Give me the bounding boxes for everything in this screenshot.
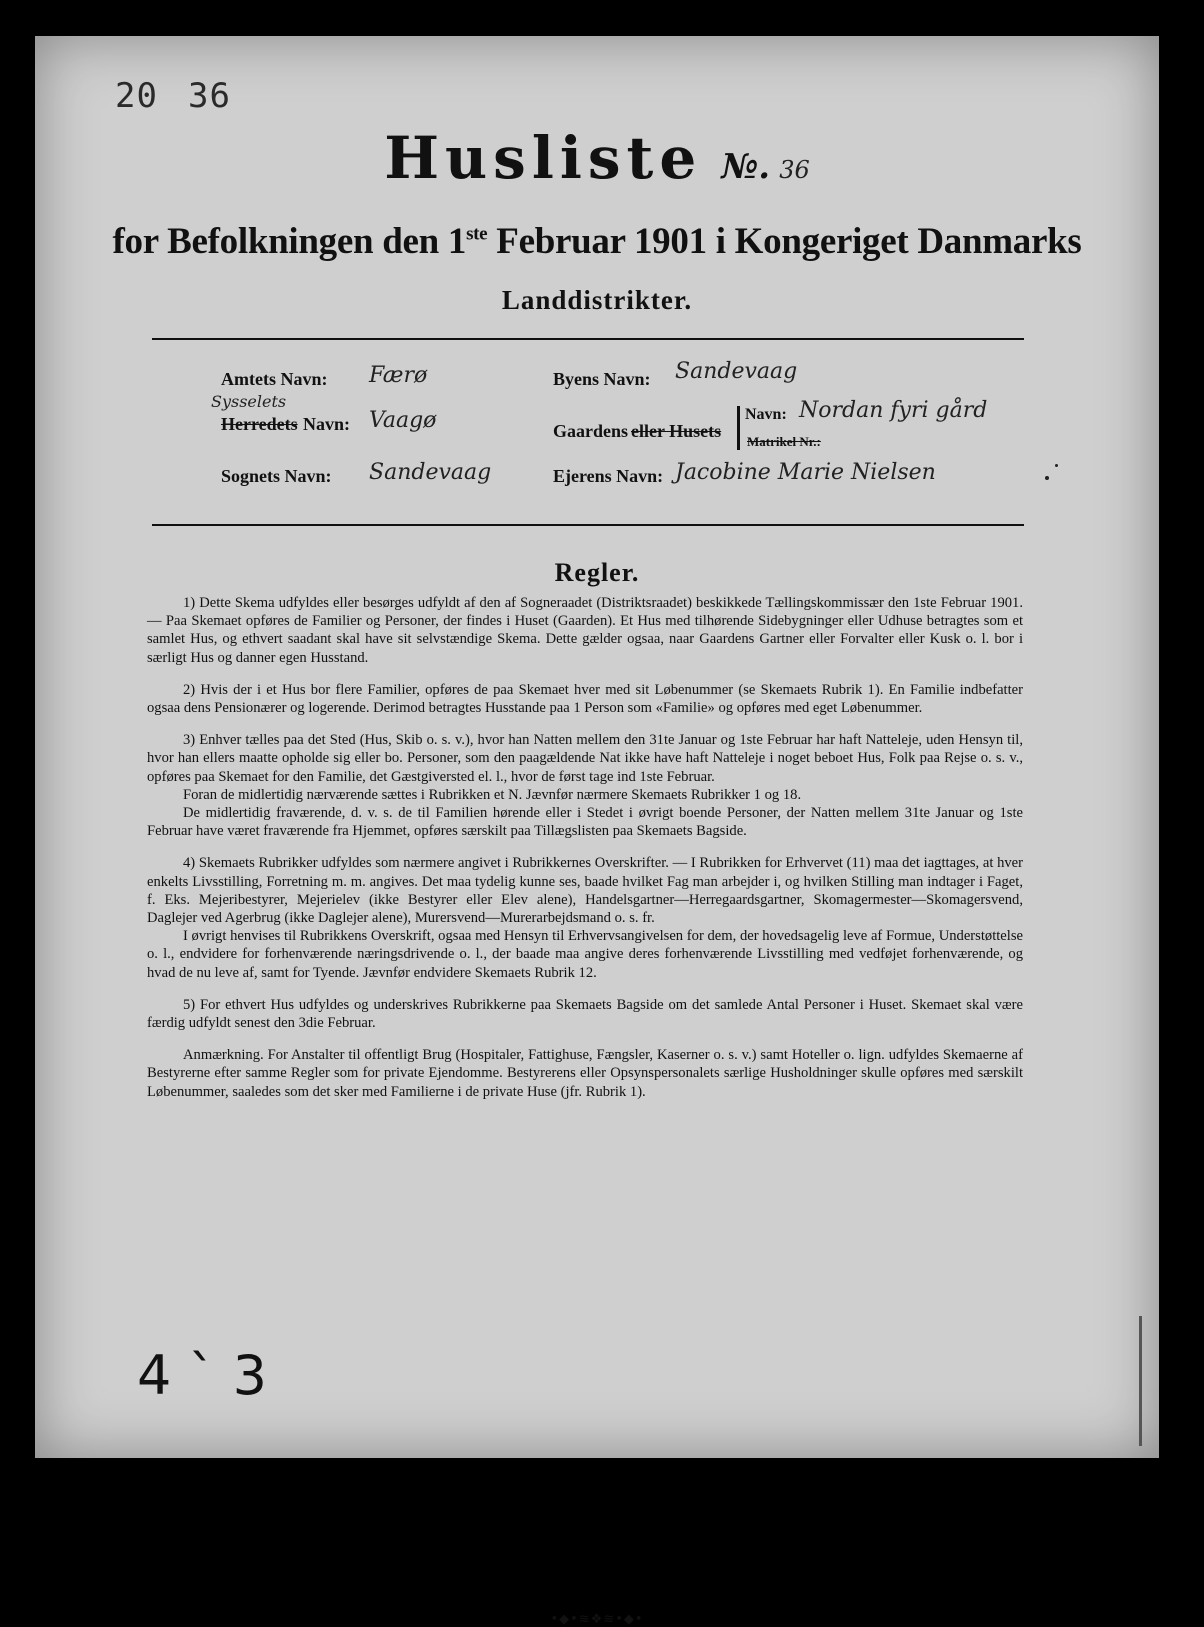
handwritten-bottom-note: 4 ` 3 <box>137 1344 268 1407</box>
rule-paragraph: 2) Hvis der i et Hus bor flere Familier, opføres de paa Skemaet hver med sit Løbenummer (se Skemaets Rubrik 1). En Familie indbefatter ogsaa dens Pensionærer og logerende. Derimod betragtes Husstande paa 1 Person som «Familie» og opføres med eget Løbenummer. <box>147 681 1023 717</box>
form-subtitle <box>35 220 1159 263</box>
ejer-label: Ejerens Navn: <box>553 466 664 486</box>
herred-value: Vaagø <box>369 408 437 433</box>
rule-paragraph: 1) Dette Skema udfyldes eller besørges udfyldt af den af Sogneraadet (Distriktsraadet) beskikkede Tællingskommissær den 1ste Februar 1901. — Paa Skemaet opføres de Familier og Personer, der findes i Huset (Gaarden). Et Hus med tilhørende Sidebygninger eller Udhuse betragtes som et samlet Hus, og ethvert saadant skal have sit selvstændige Skema. Dette gælder ogsaa, naar Gaardens Gartner eller Forvalter eller Kusk o. l. bor i særligt Hus og danner egen Husstand. <box>147 595 1023 666</box>
by-value: Sandevaag <box>675 359 798 384</box>
ornament: •◆•≋❖≋•◆• <box>550 1612 644 1627</box>
stamp-number-left: 20 <box>115 76 158 116</box>
ejer-value: Jacobine Marie Nielsen <box>675 460 936 485</box>
subtitle-pre: for Befolkningen den 1 <box>112 221 467 262</box>
by-label: Byens Navn: <box>553 369 651 389</box>
subtitle-sup: ste <box>466 223 488 245</box>
amt-label: Amtets Navn: <box>221 369 328 389</box>
stamp-number-right: 36 <box>188 76 231 116</box>
rules-body <box>147 594 1023 1115</box>
sogn-value: Sandevaag <box>369 460 492 485</box>
rules-heading: Regler. <box>554 558 640 587</box>
gaard-brace <box>737 406 740 450</box>
sogn-label: Sognets Navn: <box>221 466 332 486</box>
title-number-label: №. <box>721 147 771 187</box>
matrikel-struck-label: Matrikel Nr.: <box>747 434 821 449</box>
rule-paragraph: Foran de midlertidig nærværende sættes i Rubrikken et N. Jævnfør nærmere Skemaets Rubrikker 1 og 18. <box>183 786 802 803</box>
gaard-struck-label: eller Husets <box>631 421 722 441</box>
ink-speck <box>1045 476 1049 480</box>
edge-mark <box>1139 1316 1142 1446</box>
herred-label: Navn: <box>303 414 351 434</box>
rule-paragraph: De midlertidig fraværende, d. v. s. de til Familien hørende eller i Stedet i øvrigt boende Personer, der Natten mellem 31te Januar og 1ste Februar have været fraværende fra Hjemmet, opføres særskilt paa Tillægslisten paa Skemaets Bagside. <box>147 805 1023 840</box>
gaard-label: Gaardens <box>553 421 629 441</box>
census-form-page <box>35 36 1159 1627</box>
rule-paragraph: 3) Enhver tælles paa det Sted (Hus, Skib o. s. v.), hvor han Natten mellem den 31te Januar og 1ste Februar har haft Natteleje, uden Hensyn til, hvor han ellers maatte opholde sig eller bo. Personer, som den paagældende Nat ikke have haft Natteleje i noget beboet Hus, Folk paa Rejse o. s. v., opføres paa Skemaet for den Familie, det Gæstgiversted el. l., hvor de først tage ind 1ste Februar. <box>147 732 1023 785</box>
subtitle-post: Februar 1901 i Kongeriget Danmarks <box>487 221 1082 262</box>
rule-paragraph: Anmærkning. For Anstalter til offentligt Brug (Hospitaler, Fattighuse, Fængsler, Kaserner o. s. v.) samt Hoteller o. lign. udfyldes Skemaerne af Bestyrerne efter samme Regler som for private Ejendomme. Bestyrerens eller Opsynspersonalets særlige Husholdninger skulle opføres med særskilt Løbenummer, saaledes som det sker med Familierne i de private Huse (jfr. Rubrik 1). <box>147 1047 1023 1100</box>
herred-prefix: Sysselets <box>211 392 287 411</box>
rule-paragraph: I øvrigt henvises til Rubrikkens Overskrift, ogsaa med Hensyn til Erhvervsangivelsen for dem, der hovedsagelig leve af Formue, Understøttelse o. l., endvidere for forhenværende næringsdrivende o. l., der baade maa angive deres forhenværende Livsstilling med vedføjet forhenværende, og hvad de nu leve af, samt for Tyende. Jævnfør endvidere Skemaets Rubrik 12. <box>147 928 1023 981</box>
gaard-name-label: Navn: <box>745 406 787 423</box>
title-word: Husliste <box>384 124 703 192</box>
ink-speck <box>1055 464 1058 467</box>
title-number-value: 36 <box>779 156 810 184</box>
amt-value: Færø <box>369 363 428 388</box>
bottom-divider <box>152 524 1024 526</box>
form-title <box>35 124 1159 192</box>
rule-paragraph: 4) Skemaets Rubrikker udfyldes som nærmere angivet i Rubrikkernes Overskrifter. — I Rubrikken for Erhvervet (11) maa det iagttages, at hver enkelts Livsstilling, Forretning m. m. angives. Det maa tydelig kunne ses, baade hvilket Fag man arbejder i, og hvilken Stilling man indtager i Faget, f. Eks. Mejeribestyrer, Mejerielev (ikke Bestyrer eller Elev alene), Handelsgartner—Herregaardsgartner, Skomagermester—Skomagersvend, Daglejer ved Agerbrug (ikke Daglejer alene), Murersvend—Murerarbejdsmand o. s. fr. <box>147 855 1023 927</box>
top-divider <box>152 338 1024 340</box>
gaard-name-value: Nordan fyri gård <box>799 398 988 423</box>
district-heading: Landdistrikter. <box>501 285 693 315</box>
rule-paragraph: 5) For ethvert Hus udfyldes og underskrives Rubrikkerne paa Skemaets Bagside om det samlede Antal Personer i Huset. Skemaet skal være færdig udfyldt senest den 3die Februar. <box>147 996 1023 1032</box>
herred-struck-label: Herredets <box>221 414 298 434</box>
